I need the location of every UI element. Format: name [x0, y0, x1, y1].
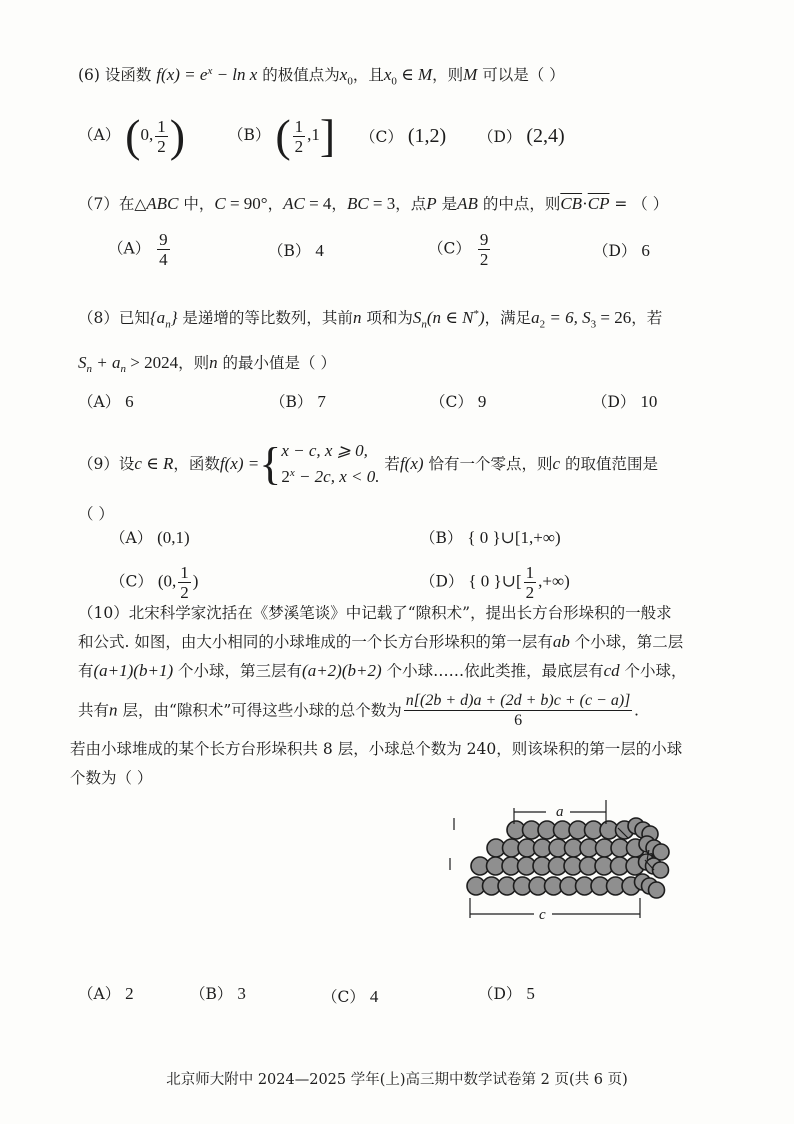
q9-stem: （9）设c ∈ R，函数f(x) ={ x − c, x ⩾ 0, $2^x - 2c$, x < 0. 若f(x) 恰有一个零点，则c 的取值范围是	[78, 438, 658, 490]
q10-option-d: （D） 5	[478, 984, 535, 1003]
q8-option-c: （C） 9	[430, 392, 487, 411]
q9-option-d: （D） { 0 }∪[ $\frac{1}{2}$ ,+∞)	[420, 563, 570, 602]
q8-option-a: （A） 6	[78, 392, 134, 411]
q6-option-b: （B） ( $\frac{1}{2}$ ,1]	[228, 110, 336, 161]
q9-option-a: （A） (0,1)	[110, 528, 190, 547]
q10-line4: 共有n 层，由“隙积术”可得这些小球的总个数为 $\frac{n[(2b + d)a + (2d + b)c + (c - a)]}{6}$ .	[78, 692, 639, 729]
q7-option-d: （D） 6	[593, 241, 650, 260]
figure-label-c: c	[539, 907, 546, 922]
q10-line6: 个数为（ ）	[70, 769, 153, 787]
q10-line1: （10）北宋科学家沈括在《梦溪笔谈》中记载了“隙积术”，提出长方台形垛积的一般求	[78, 604, 672, 622]
figure-label-b: b	[646, 848, 654, 864]
q7-stem: （7）在△ABC 中，C = 90°，AC = 4，BC = 3，点P 是AB 的中点，则$\overline{CB}\cdot\overline{CP}$ = （ ）	[78, 194, 669, 213]
q9-option-c: （C） (0, $\frac{1}{2}$ )	[110, 563, 199, 602]
q10-option-a: （A） 2	[78, 984, 134, 1003]
q8-stem-line1: （8）已知$\{a_n\}$ 是递增的等比数列，其前n 项和为$S_n(n$ ∈ N*)，满足$a_2 = 6$, $S_3 = 26$，若	[78, 308, 663, 331]
q6-stem: (6) 设函数 $f(x) = e^x - \ln x$ 的极值点为$x_0$，且$x_0$ ∈ M，则M 可以是（ ）	[78, 65, 565, 88]
ball	[649, 882, 665, 898]
q8-stem-line2: $S_n + a_n > 2024$，则n 的最小值是（ ）	[78, 353, 336, 376]
q7-option-c: （C） $\frac{9}{2}$	[428, 230, 489, 269]
q8-option-b: （B） 7	[270, 392, 326, 411]
ball-pile-figure	[440, 798, 672, 922]
figure-label-a: a	[556, 804, 564, 820]
q6-option-d: （D） (2,4)	[478, 125, 565, 147]
q6-option-c: （C） (1,2)	[360, 125, 447, 147]
page-footer: 北京师大附中 2024—2025 学年(上)高三期中数学试卷第 2 页(共 6 页)	[166, 1072, 628, 1088]
q8-option-d: （D） 10	[592, 392, 658, 411]
q10-line3: 有(a+1)(b+1) 个小球，第三层有(a+2)(b+2) 个小球……依此类推，最底层有cd 个小球，	[78, 661, 687, 680]
q10-line2: 和公式. 如图，由大小相同的小球堆成的一个长方台形垛积的第一层有ab 个小球，第二层	[78, 632, 684, 651]
q9-answer-paren: （ ）	[78, 505, 114, 523]
q7-option-a: （A） $\frac{9}{4}$	[108, 230, 168, 269]
q10-option-b: （B） 3	[190, 984, 246, 1003]
q6-option-a: （A） (0, $\frac{1}{2}$ )	[78, 110, 186, 161]
q9-option-b: （B） { 0 }∪[1,+∞)	[420, 528, 561, 547]
ball	[653, 862, 669, 878]
q10-line5: 若由小球堆成的某个长方台形垛积共 8 层，小球总个数为 240，则该垛积的第一层的小球	[70, 740, 683, 758]
q7-option-b: （B） 4	[268, 241, 324, 260]
q10-option-c: （C） 4	[322, 987, 379, 1006]
